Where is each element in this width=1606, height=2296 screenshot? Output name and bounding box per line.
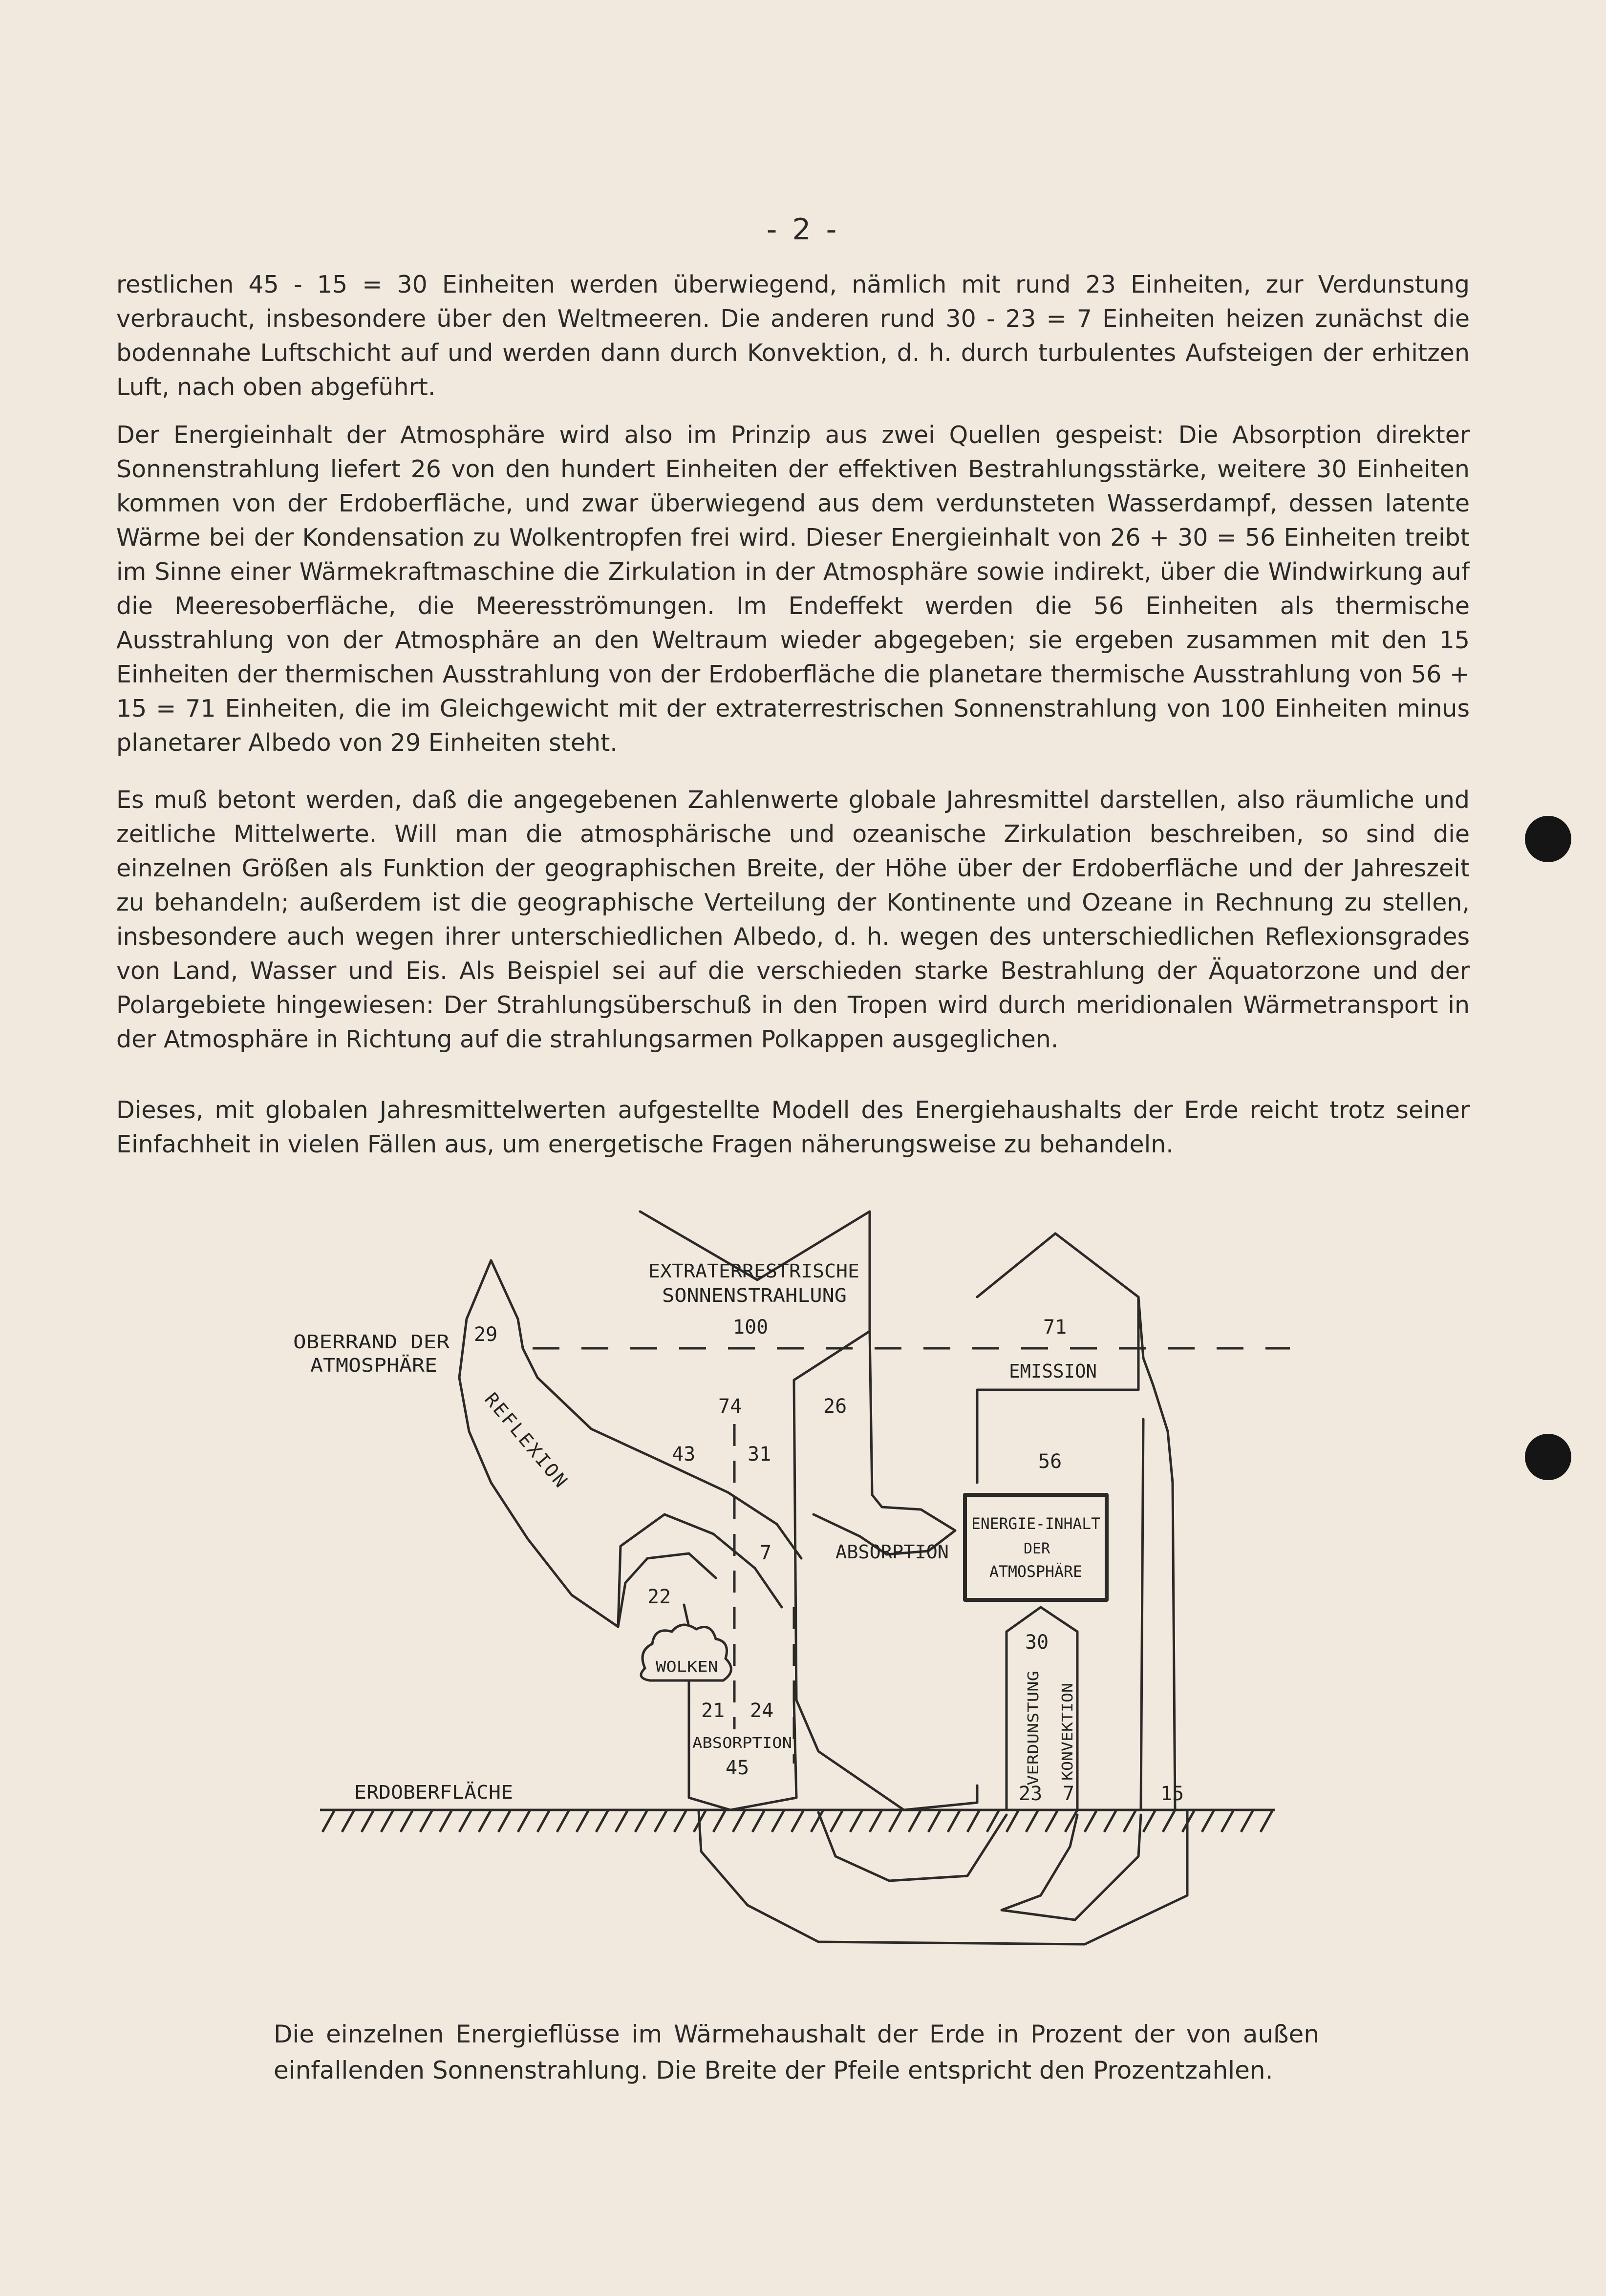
value-7: 7	[760, 1542, 772, 1564]
energy-box-title: ATMOSPHÄRE	[989, 1562, 1082, 1581]
value-74: 74	[718, 1395, 742, 1418]
convection-label: KONVEKTION	[1059, 1692, 1076, 1781]
value-56: 56	[1038, 1450, 1062, 1473]
surface-emission-path	[1141, 1419, 1143, 1810]
emission-label: EMISSION	[1009, 1361, 1097, 1382]
emission-arrow	[977, 1233, 1138, 1483]
value-22: 22	[647, 1586, 671, 1608]
ground-loop-middle	[1002, 1815, 1141, 1920]
value-45: 45	[726, 1757, 749, 1779]
value-21: 21	[701, 1700, 725, 1722]
paragraph-1: restlichen 45 - 15 = 30 Einheiten werden überwiegend, nämlich mit rund 23 Einheiten, zur Verdunstung verbraucht, insbesondere über den Weltmeeren. Die anderen rund 30 - 23 = 7 Einheiten heizen zunächst die bodennahe Luftschicht auf und werden dann durch Konvektion, d. h. durch turbulentes Aufsteigen der erhitzen Luft, nach oben abgeführt.	[116, 271, 1470, 401]
emission-right-stem	[1138, 1297, 1175, 1810]
atmospheric-absorption-label: ABSORPTION	[835, 1541, 949, 1563]
top-of-atmosphere-label: OBERRAND DER	[293, 1331, 450, 1353]
energy-box-title: ENERGIE-INHALT	[971, 1514, 1100, 1533]
cloud-reflection-path	[618, 1514, 782, 1627]
clouds-label: WOLKEN	[656, 1658, 718, 1676]
value-30: 30	[1025, 1631, 1049, 1654]
surface-absorption-label: ABSORPTION	[692, 1735, 792, 1752]
page-number: - 2 -	[766, 213, 840, 247]
value-15: 15	[1160, 1783, 1184, 1805]
value-100: 100	[733, 1316, 769, 1339]
reflection-arrow-inner	[459, 1319, 618, 1627]
value-26: 26	[823, 1395, 847, 1418]
ground-hatching	[322, 1810, 1273, 1832]
value-71: 71	[1043, 1316, 1067, 1339]
figure-caption: Die einzelnen Energieflüsse im Wärmehaushalt der Erde in Prozent der von außen einfallenden Sonnenstrahlung. Die Breite der Pfeile entspricht den Prozentzahlen.	[274, 2020, 1319, 2084]
paragraph-4: Dieses, mit globalen Jahresmittelwerten aufgestellte Modell des Energiehaushalts der Erde reicht trotz seiner Einfachheit in vielen Fällen aus, um energetische Fragen näherungsweise zu behandeln.	[116, 1096, 1470, 1158]
atmospheric-absorption-arrow	[814, 1331, 955, 1554]
punch-hole	[1525, 816, 1571, 862]
value-23: 23	[1019, 1783, 1043, 1805]
value-29: 29	[474, 1323, 498, 1346]
paragraph-3: Es muß betont werden, daß die angegebenen Zahlenwerte globale Jahresmittel darstellen, also räumliche und zeitliche Mittelwerte. Will man die atmosphärische und ozeanische Zirkulation beschreiben, so sind die einzelnen Größen als Funktion der geographischen Breite, der Höhe über der Erdoberfläche und der Jahreszeit zu behandeln; außerdem ist die geographische Verteilung der Kontinente und Ozeane in Rechnung zu stellen, insbesondere auch wegen ihrer unterschiedlichen Albedo, d. h. wegen des unterschiedlichen Reflexionsgrades von Land, Wasser und Eis. Als Beispiel sei auf die verschieden starke Bestrahlung der Äquatorzone und der Polargebiete hingewiesen: Der Strahlungsüberschuß in den Tropen wird durch meridionalen Wärmetransport in der Atmosphäre in Richtung auf die strahlungsarmen Polkappen ausgeglichen.	[116, 786, 1470, 1053]
value-43: 43	[672, 1443, 696, 1466]
value-24: 24	[750, 1700, 774, 1722]
value-31: 31	[748, 1443, 771, 1466]
reflection-label: REFLEXION	[480, 1388, 573, 1493]
ground-loop-inner	[818, 1812, 1006, 1881]
paragraph-2: Der Energieinhalt der Atmosphäre wird also im Prinzip aus zwei Quellen gespeist: Die Absorption direkter Sonnenstrahlung liefert 26 von den hundert Einheiten der effektiven Bestrahlungsstärke, weitere 30 Einheiten kommen von der Erdoberfläche, und zwar überwiegend aus dem verdunsteten Wasserdampf, dessen latente Wärme bei der Kondensation zu Wolkentropfen frei wird. Dieser Energieinhalt von 26 + 30 = 56 Einheiten treibt im Sinne einer Wärmekraftmaschine die Zirkulation in der Atmosphäre sowie indirekt, über die Windwirkung auf die Meeresoberfläche, die Meeresströmungen. Im Endeffekt werden die 56 Einheiten als thermische Ausstrahlung von der Atmosphäre an den Weltraum wieder abgegeben; sie ergeben zusammen mit den 15 Einheiten der thermischen Ausstrahlung von der Erdoberfläche die planetare thermische Ausstrahlung von 56 + 15 = 71 Einheiten, die im Gleichgewicht mit der extraterrestrischen Sonnenstrahlung von 100 Einheiten minus planetarer Albedo von 29 Einheiten steht.	[116, 421, 1470, 757]
punch-hole	[1525, 1434, 1571, 1480]
evaporation-label: VERDUNSTUNG	[1025, 1688, 1042, 1786]
energy-box-title: DER	[1024, 1540, 1050, 1557]
surface-label: ERDOBERFLÄCHE	[354, 1782, 513, 1803]
incoming-radiation-label: SONNENSTRAHLUNG	[662, 1285, 847, 1306]
top-of-atmosphere-label: ATMOSPHÄRE	[310, 1355, 437, 1376]
value-7-convection: 7	[1063, 1783, 1075, 1805]
energy-flow-diagram	[274, 1202, 1319, 1993]
incoming-radiation-label: EXTRATERRESTRISCHE	[648, 1260, 859, 1282]
